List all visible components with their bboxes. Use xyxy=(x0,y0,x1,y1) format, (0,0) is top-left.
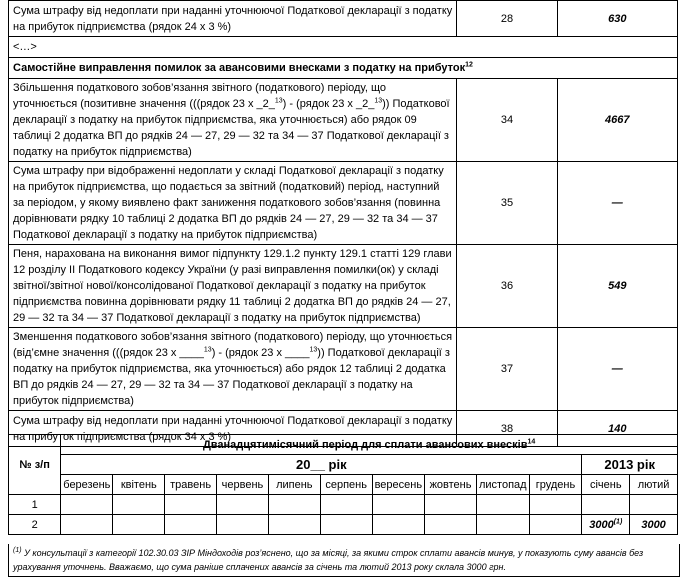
ellipsis-text: <…> xyxy=(9,37,678,58)
row-number: 1 xyxy=(9,495,61,515)
month-header: вересень xyxy=(372,475,425,495)
table-row xyxy=(9,79,678,162)
section-title xyxy=(9,58,678,79)
section-title-text: Самостійне виправлення помилок за авансовими внесками з податку на прибуток xyxy=(13,62,466,74)
month-cell xyxy=(217,515,269,535)
row-line-number: 34 xyxy=(457,79,557,162)
row-number-header: № з/п xyxy=(9,435,61,495)
section-header-row xyxy=(9,58,678,79)
footnote-text: У консультації з категорії 102.30.03 ЗІР Міндоходів роз’яснено, що за місяці, за якими строк сплати авансів минув, у показують суму авансів без урахування уточнень. Вважаємо, що сума раніше сплачених авансів за січень та лютий 2013 року склала 3000 грн. xyxy=(13,548,644,572)
month-cell xyxy=(165,515,217,535)
month-header: серпень xyxy=(320,475,372,495)
row-value: 140 xyxy=(557,411,677,447)
month-cell xyxy=(476,495,529,515)
row-value: 549 xyxy=(557,245,677,328)
year-2013-header: 2013 рік xyxy=(582,455,678,475)
month-header: червень xyxy=(217,475,269,495)
month-header: січень xyxy=(582,475,630,495)
month-cell xyxy=(113,495,165,515)
period-header-text: Дванадцятимісячний період для сплати авансових внесків xyxy=(202,438,528,451)
month-cell xyxy=(476,515,529,535)
table-row xyxy=(9,245,678,328)
row-description: Пеня, нарахована на виконання вимог підпункту 129.1.2 пункту 129.1 статті 129 глави 12 розділу II Податкового кодексу України (у разі виправлення помилки(ок) у складі звітної/звітної нової/консолідованої Податкової декларації з податку на прибуток підприємства повинна дорівнювати рядку 11 таблиці 2 додатка ВП до рядків 24 — 27, 29 — 32 та 34 — 37 Податкової декларації з податку на прибуток підприємства) xyxy=(9,245,457,328)
table-row xyxy=(9,1,678,37)
row34-text-c: )) Податкової декларації з податку на прибуток підприємства, яка уточнюється) або рядок 09 таблиці 2 додатка ВП до рядків 24 — 27, 29 — 32 та 34 — 37 Податкової декларації з податку на прибуток підприємства) xyxy=(13,98,450,158)
row-value: 630 xyxy=(557,1,677,37)
row-value: 4667 xyxy=(557,79,677,162)
table-row xyxy=(9,162,678,245)
period-header xyxy=(61,435,678,455)
january-value xyxy=(582,515,630,535)
month-header: березень xyxy=(61,475,113,495)
month-cell xyxy=(582,495,630,515)
month-cell xyxy=(425,495,477,515)
month-cell xyxy=(268,515,320,535)
month-cell xyxy=(61,515,113,535)
month-cell xyxy=(320,495,372,515)
month-header: квітень xyxy=(113,475,165,495)
january-value-text: 3000 xyxy=(589,518,614,531)
row37-text-a: Зменшення податкового зобов’язання звітного (податкового) періоду, що уточнюється (від’ємне значення (((рядок 23 х ____ xyxy=(13,331,453,359)
month-cell xyxy=(217,495,269,515)
january-footnote-ref: (1) xyxy=(613,517,623,525)
month-header: жовтень xyxy=(425,475,477,495)
month-cell xyxy=(165,495,217,515)
month-cell xyxy=(630,495,678,515)
month-header: липень xyxy=(268,475,320,495)
row37-sup-a: 13 xyxy=(203,346,212,354)
row-line-number: 28 xyxy=(457,1,557,37)
advance-payments-table xyxy=(8,434,678,535)
month-header: травень xyxy=(165,475,217,495)
row34-sup-b: 13 xyxy=(374,97,383,105)
month-cell xyxy=(425,515,477,535)
row-line-number: 37 xyxy=(457,328,557,411)
year-blank-header: 20__ рік xyxy=(61,455,582,475)
month-header: листопад xyxy=(476,475,529,495)
row34-text-a: Збільшення податкового зобов’язання звітного (податкового) періоду, що уточнюється (позитивне значення (((рядок 23 х _2_ xyxy=(13,82,386,110)
row34-sup-a: 13 xyxy=(274,97,283,105)
footnote-marker: (1) xyxy=(13,547,22,554)
row-number: 2 xyxy=(9,515,61,535)
footnote xyxy=(8,544,680,577)
row-value: — xyxy=(557,328,677,411)
row-description xyxy=(9,79,457,162)
ellipsis-row xyxy=(9,37,678,58)
month-header: лютий xyxy=(630,475,678,495)
table-row xyxy=(9,495,678,515)
row-line-number: 35 xyxy=(457,162,557,245)
month-header: грудень xyxy=(529,475,582,495)
row-line-number: 38 xyxy=(457,411,557,447)
declaration-table xyxy=(8,0,678,447)
month-cell xyxy=(61,495,113,515)
row-description: Сума штрафу від недоплати при наданні уточнюючої Податкової декларації з податку на прибуток підприємства (рядок 24 х 3 %) xyxy=(9,1,457,37)
months-header-row xyxy=(9,475,678,495)
row-value: — xyxy=(557,162,677,245)
row-description xyxy=(9,328,457,411)
month-cell xyxy=(372,515,425,535)
month-cell xyxy=(113,515,165,535)
row-description: Сума штрафу від недоплати при наданні уточнюючої Податкової декларації з податку на прибуток підприємства (рядок 34 х 3 %) xyxy=(9,411,457,447)
period-header-row xyxy=(9,435,678,455)
row34-text-b: ) - (рядок 23 х _2_ xyxy=(282,98,375,110)
month-cell xyxy=(529,495,582,515)
row37-text-c: )) Податкової декларації з податку на прибуток підприємства, яка уточнюється) або рядок 12 таблиці 2 додатка ВП до рядків 24 — 27, 29 — 32 та 34 — 37 Податкової декларації з податку на прибуток підприємства) xyxy=(13,347,450,407)
february-value: 3000 xyxy=(630,515,678,535)
section-footnote-ref: 12 xyxy=(465,61,473,69)
year-header-row xyxy=(9,455,678,475)
row37-text-b: ) - (рядок 23 х ____ xyxy=(211,347,310,359)
month-cell xyxy=(268,495,320,515)
row-description: Сума штрафу при відображенні недоплати у складі Податкової декларації з податку на прибуток підприємства, що подається за звітний (податковий) період, наступний за періодом, у якому виявлено факт заниження податкового зобов’язання (повинна дорівнювати рядку 10 таблиці 2 додатка ВП до рядків 24 — 27, 29 — 32 та 34 — 37 Податкової декларації з податку на прибуток підприємства) xyxy=(9,162,457,245)
month-cell xyxy=(320,515,372,535)
table-row xyxy=(9,328,678,411)
month-cell xyxy=(372,495,425,515)
table-row xyxy=(9,515,678,535)
month-cell xyxy=(529,515,582,535)
row37-sup-b: 13 xyxy=(309,346,318,354)
row-line-number: 36 xyxy=(457,245,557,328)
period-footnote-ref: 14 xyxy=(527,437,536,445)
